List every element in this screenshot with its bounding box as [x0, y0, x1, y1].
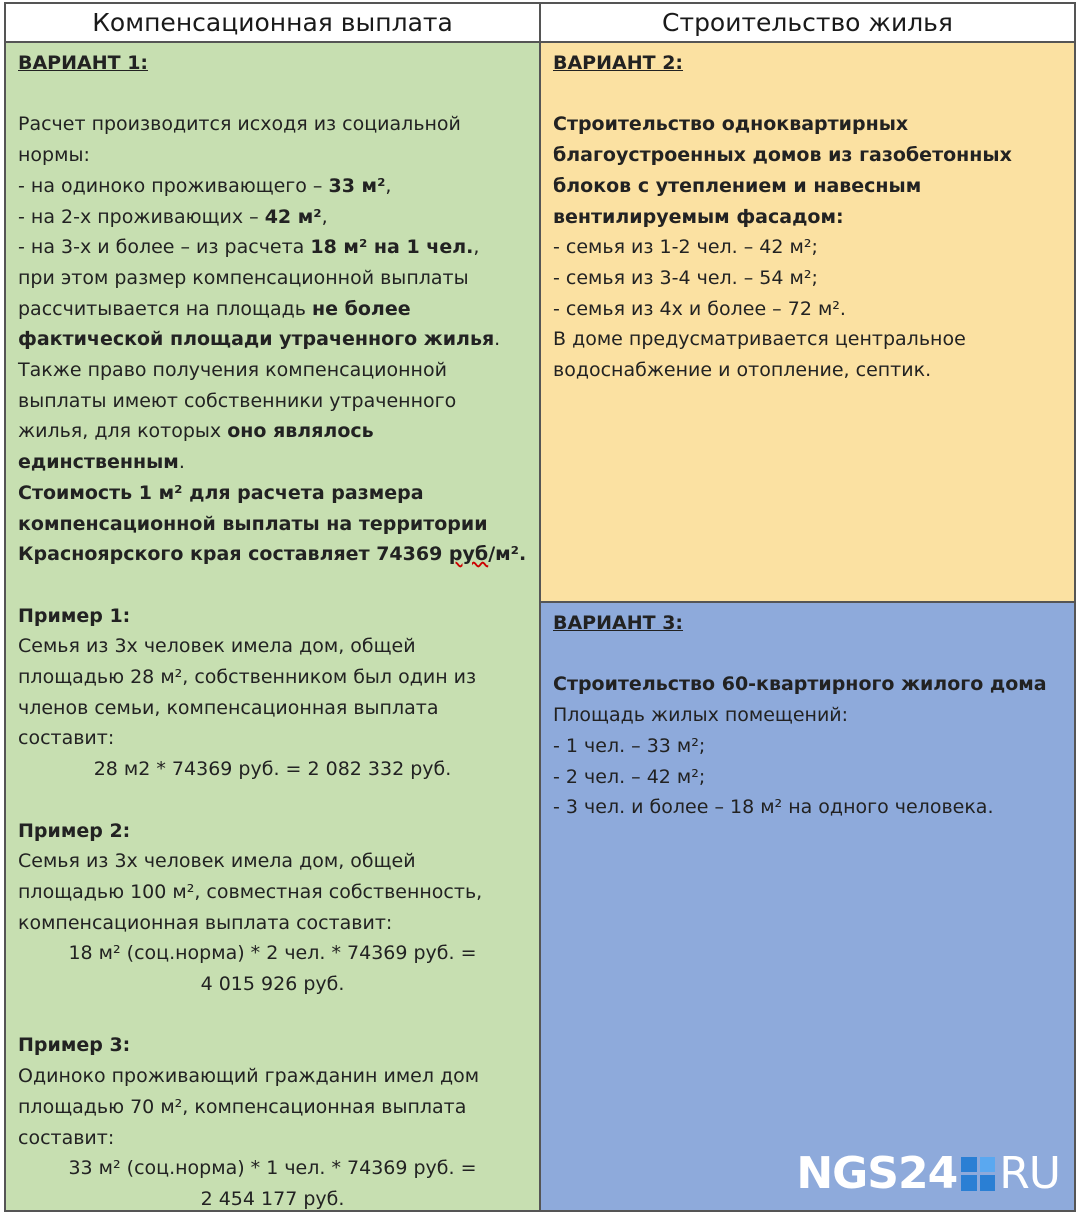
example2-text: Семья из 3х человек имела дом, общей площадью 100 м², совместная собственность, компенсационная выплата составит: — [18, 850, 483, 934]
variant1-norm-three: - на 3-х и более – из расчета 18 м² на 1 чел., — [18, 236, 480, 259]
variant2-title: ВАРИАНТ 2: — [553, 52, 684, 74]
variant3-cell — [541, 603, 1074, 1210]
variant3-item-1: - 1 чел. – 33 м²; — [553, 734, 706, 757]
variant3-heading: Строительство 60-квартирного жилого дома — [553, 673, 1047, 696]
variant2-cell — [541, 43, 1074, 603]
example2-calc-line1: 18 м² (соц.норма) * 2 чел. * 74369 руб. = — [68, 942, 477, 965]
logo-text-ngs24: NGS24 — [796, 1148, 958, 1199]
example2-title: Пример 2: — [18, 819, 131, 842]
variant2-item-3: - семья из 4х и более – 72 м². — [553, 297, 846, 320]
ngs24-logo — [796, 1148, 1060, 1199]
example3-title: Пример 3: — [18, 1034, 131, 1057]
variant2-item-2: - семья из 3-4 чел. – 54 м²; — [553, 266, 818, 289]
example1-calc: 28 м2 * 74369 руб. = 2 082 332 руб. — [93, 758, 452, 781]
example3-text: Одиноко проживающий гражданин имел дом площадью 70 м², компенсационная выплата составит: — [18, 1065, 480, 1149]
variant1-limit-text: при этом размер компенсационной выплаты рассчитывается на площадь не более фактической площади утраченного жилья. — [18, 266, 501, 351]
example1-text: Семья из 3х человек имела дом, общей площадью 28 м², собственником был один из членов семьи, компенсационная выплата составит: — [18, 635, 477, 750]
variant2-note: В доме предусматривается центральное водоснабжение и отопление, септик. — [553, 328, 966, 382]
example3-calc-line1: 33 м² (соц.норма) * 1 чел. * 74369 руб. = — [68, 1157, 477, 1180]
header-compensation: Компенсационная выплата — [6, 4, 541, 43]
variant2-item-1: - семья из 1-2 чел. – 42 м²; — [553, 236, 818, 259]
variant1-norm-two: - на 2-х проживающих – 42 м², — [18, 205, 328, 228]
variant1-cost-text: Стоимость 1 м² для расчета размера компенсационной выплаты на территории Красноярского края составляет 74369 руб/м². — [18, 481, 527, 566]
variant1-intro: Расчет производится исходя из социальной нормы: — [18, 113, 461, 167]
comparison-table — [4, 2, 1076, 1212]
variant1-owners-text: Также право получения компенсационной выплаты имеют собственники утраченного жилья, для которых оно являлось единственным. — [18, 359, 457, 474]
variant3-item-3: - 3 чел. и более – 18 м² на одного человека. — [553, 796, 994, 819]
example1-title: Пример 1: — [18, 604, 131, 627]
header-construction: Строительство жилья — [541, 4, 1074, 43]
variant3-item-2: - 2 чел. – 42 м²; — [553, 765, 706, 788]
example2-calc-line2: 4 015 926 руб. — [200, 973, 345, 996]
logo-text-ru: RU — [999, 1148, 1060, 1199]
logo-squares-icon — [961, 1157, 995, 1191]
variant1-cell — [6, 43, 541, 1210]
example3-calc-line2: 2 454 177 руб. — [200, 1187, 345, 1210]
variant3-title: ВАРИАНТ 3: — [553, 612, 684, 634]
variant1-norm-single: - на одиноко проживающего – 33 м², — [18, 174, 392, 197]
variant1-title: ВАРИАНТ 1: — [18, 52, 149, 74]
variant2-heading: Строительство одноквартирных благоустроенных домов из газобетонных блоков с утеплением и навесным вентилируемым фасадом: — [553, 113, 1012, 228]
variant3-subheading: Площадь жилых помещений: — [553, 704, 849, 727]
